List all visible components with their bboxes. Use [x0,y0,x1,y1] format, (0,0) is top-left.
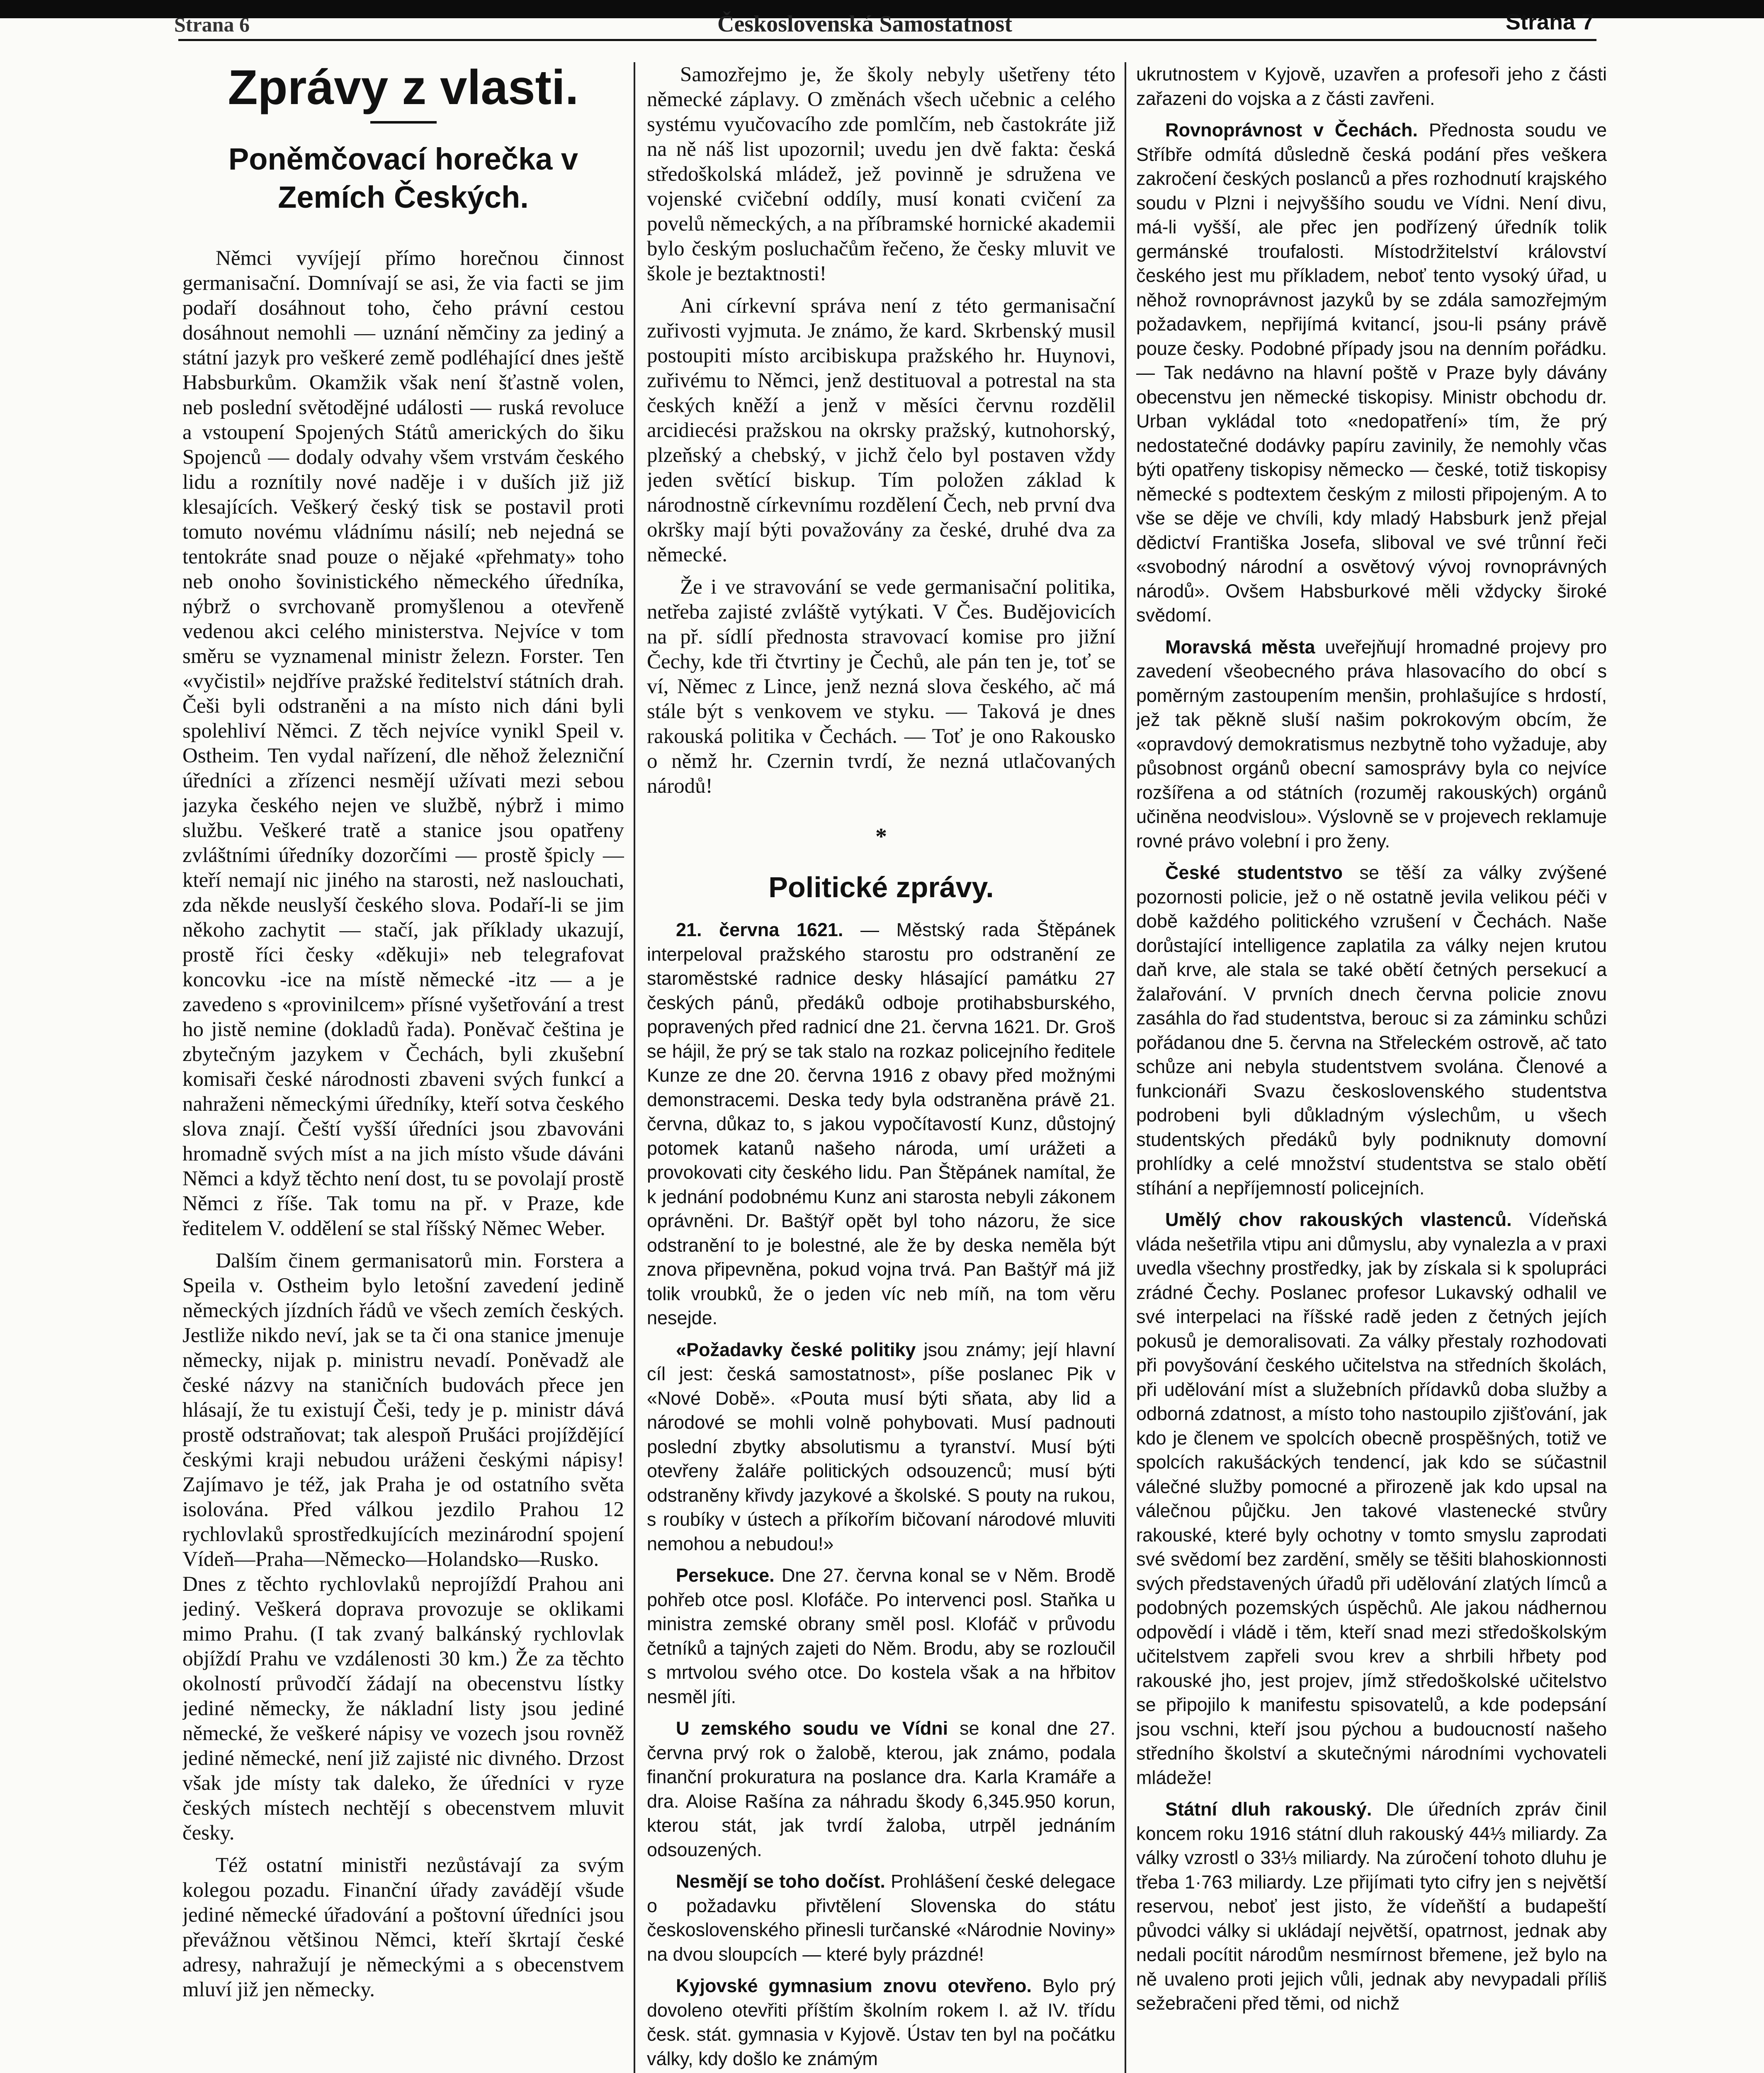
title-rule [370,121,437,124]
article-paragraph: Dalším činem germanisatorů min. Forstera a Speila v. Ostheim bylo letošní zavedení jedině německých jízdních řádů ve všech zemích českých. Jestliže nikdo neví, jak se ta či ona stanice jmenuje německy, nijak p. ministru nevadí. Poněvadž ale české názvy na staničních budovách přece jen hlásají, že tu existují Češi, tedy je p. ministr dává prostě odstraňovat; tak alespoň Prušáci projíždějící českými kraji nebudou uráženi českými nápisy! Zajímavo je též, jak Praha je od ostatního světa isolována. Před válkou jezdilo Prahou 12 rychlovlaků sprostředkujících mezinárodní spojení Vídeň—Praha—Německo—Holandsko—Rusko. Dnes z těchto rychlovlaků neprojíždí Prahou ani jediný. Veškerá doprava provozuje se oklikami mimo Prahu. (I tak zvaný balkánský rychlovlak objíždí Prahu ve vzdálenosti 30 km.) Že za těchto okolností průvodčí žádají na obecenstvu lístky jediné německy, že nákladní listy jsou jediné německé, že veškeré nápisy ve vozech jsou rovněž jediné německé, není již zajisté nic divného. Drzost však jde místy tak daleko, že úředníci v ryze českých místech nechtějí s obecenstvem mluvit česky. [182,1249,624,1845]
news-text: se těší za války zvýšené pozornosti policie, jež o ně ostatně jevila velikou péči v době každého politického vzrušení v Čechách. Naše dorůstající intelligence zaplatila za války nejen krutou daň krve, ale stala se také obětí četných persekucí a žalařování. V prvních dnech června policie znovu zasáhla do řad studentstva, berouc si za záminku schůzi pořádanou dne 5. června na Střeleckém ostrově, ač tato schůze ani nebyla studentstvem svolána. Členové a funkcionáři Svazu československého studentstva podrobeni byli důkladným výslechům, u všech studentských předáků byly podniknuty domovní prohlídky a celé množství studentstva se stalo obětí stíhání a nepříjemností policejních. [1136,862,1607,1199]
news-text: Dle úředních zpráv činil koncem roku 1916 státní dluh rakouský 44⅓ miliardy. Za války vzrostl o 33⅓ miliardy. Na zúročení tohoto dluhu je třeba 1·763 miliardy. Lze přijímati tyto cifry jen s největší reservou, neboť jest jisto, že vídeňští a budapeští původci války si ukládají největší, opatrnost, jednak aby nedali pocítit národům nesmírnost břemene, jež bylo na ně uvaleno proti jejich vůli, jednak aby nevypadali příliš sežebračeni před těmi, od nichž [1136,1799,1607,2014]
column-divider [634,62,635,2073]
column-divider [1125,62,1126,2073]
column-1 [182,62,624,2073]
news-text: se konal dne 27. června prvý rok o žalobě, kterou, jak známo, podala finanční prokuratura na poslance dra. Karla Kramáře a dra. Aloise Rašína za náhradu škody 6,345.950 korun, kterou stát, jak tvrdí žaloba, utrpěl jednáním odsouzených. [647,1718,1115,1860]
news-item [647,1974,1115,2071]
news-lead: 21. června 1621. [676,919,843,940]
news-text: Bylo prý dovoleno otevřiti příštím školním rokem I. až IV. třídu česk. stát. gymnasia v Kyjově. Ústav ten byl na počátku války, kdy došlo ke známým [647,1975,1115,2069]
article-paragraph: Samozřejmo je, že školy nebyly ušetřeny této německé záplavy. O změnách všech učebnic a celého systému vyučovacího zde pomlčím, neb častokráte již na ně náš list upozornil; uvedu jen dvě fakta: česká středoškolská mládež, jež povinně je sdružena ve vojenské cvičební oddíly, musí konati cvičení za povelů německých, a na příbramské hornické akademii bylo českým posluchačům řečeno, že česky mluvit ve škole je beztaktnosti! [647,63,1115,285]
news-lead: Nesmějí se toho dočíst. [676,1871,885,1892]
news-lead: Kyjovské gymnasium znovu otevřeno. [676,1975,1032,1996]
publication-name: Československá Samostatnost [717,11,1012,37]
news-text: jsou známy; její hlavní cíl jest: česká samostatnost», píše poslanec Pik v «Nové Době». «Pouta musí býti sňata, aby lid a národové se mohli volně pohybovati. Musí padnouti poslední zbytky absolutismu a tyranství. Musí býti otevřeny žaláře politických odsouzenců; musí býti odstraněny křivdy jazykové a školské. S pouty na rukou, s roubíky v ústech a příkořím bičovaní národové mluviti nemohou a nebudou!» [647,1339,1115,1554]
news-lead: U zemského soudu ve Vídni [676,1718,948,1739]
column-3 [1136,62,1607,2073]
news-item [1136,62,1607,111]
news-text: Dne 27. června konal se v Něm. Brodě pohřeb otce posl. Klofáče. Po intervenci posl. Staňka u ministra zemské obrany směl posl. Klofáč v průvodu četníků a tajných zajeti do Něm. Brodu, aby se rozloučil s mrtvolou svého otce. Do kostela však a na hřbitov nesměl jíti. [647,1565,1115,1707]
news-lead: Umělý chov rakouských vlastenců. [1165,1209,1512,1230]
news-text: — Městský rada Štěpánek interpeloval pražského starostu pro odstranění ze staroměstské radnice desky hlásající památku 27 českých pánů, předáků odboje protihabsburského, popravených před radnicí dne 21. června 1621. Dr. Groš se hájil, že prý se tak stalo na rozkaz policejního ředitele Kunze ze dne 20. června 1916 z obavy před možnými demonstracemi. Deska tedy byla odstraněna právě 21. června, důkaz to, s jakou vypočítavostí Kunz, důstojný potomek katanů našeho národa, umí urážeti a provokovati city českého lidu. Pan Štěpánek namítal, že k jednání podobnému Kunz ani starosta nebyli zákonem oprávněni. Dr. Baštýř opět byl toho názoru, že sice odstranění to je bolestné, ale že by deska neměla být znova připevněna, pokud vojna trvá. Pan Baštýř má již tolik vroubků, že o jeden víc neb míň, na tom věru nesejde. [647,919,1115,1328]
page-title: Zprávy z vlasti. [228,62,579,115]
news-text: Přednosta soudu ve Stříbře odmítá důsledně česká podání přes veškera zakročení českých poslanců a přes rozhodnutí krajského soudu v Plzni i nejvyššího soudu ve Vídni. Není divu, má-li vyšší, ale přec jen podřízený úředník tolik germánské troufalosti. Místodržitelství království českého jest mu příkladem, neboť tento vysoký úřad, u něhož rovnoprávnost jazyků by se zdála samozřejmým požadavkem, nepřijímá kvitancí, jsou-li psány právě pouze česky. Podobné případy jsou na denním pořádku. — Tak nedávno na hlavní poště v Praze byly dávány obecenstvu jen německé tiskopisy. Ministr obchodu dr. Urban vykládal toto «nedopatření» tím, že prý nedostatečné dodávky papíru zavinily, že nemohly včas býti opatřeny tiskopisy německo — české, totiž tiskopisy německé s podtextem českým z milosti připojeným. A to vše se děje ve chvíli, kdy mladý Habsburk jenž přejal dědictví Františka Josefa, sliboval ve své trůnní řeči «svobodný národní a osvětový vývoj rovnoprávných národů». Ovšem Habsburkové měli vždycky široké svědomí. [1136,119,1607,626]
news-item [647,918,1115,1330]
news-item [1136,1208,1607,1790]
news-text: ukrutnostem v Kyjově, uzavřen a profesoři jeho z části zařazeni do vojska a z části zavřeni. [1136,63,1607,109]
news-text: uveřejňují hromadné projevy pro zavedení všeobecného práva hlasovacího do obcí s poměrným zastoupením menšin, prohlašujíce s hrdostí, jež tak pěkně sluší našim pokrokovým obcím, že «opravdový demokratismus nezbytně toho vyžaduje, aby působnost orgánů obecní samosprávy byla co nejvíce rozšířena a od státních (rozuměj rakouských) orgánů učiněna neodvislou». Výslovně se v projevech reklamuje rovné právo volební i pro ženy. [1136,636,1607,852]
news-text: Vídeňská vláda nešetřila vtipu ani důmyslu, aby vynalezla a v praxi uvedla všechny prostředky, jak by získala si k spolupráci zrádné Čechy. Poslanec profesor Lukavský odhalil ve své interpelaci na říšské radě jeden z četných jejích pokusů je demoralisovati. Za války přestaly rozhodovati při povyšování českého učitelstva na středních školách, při udělování míst a služebních přídavků doba služby a odborná zdatnost, a místo toho nastoupilo zjišťování, jak kdo je členem ve spolcích obecně prospěšných, totiž ve spolcích rakušáckých tendencí, jak kdo se súčastnil válečné služby pomocné a přirozeně jak kdo upsal na válečnou půjčku. Jen takové vlastenecké stvůry rakouské, které byly ochotny v tomto smyslu zaprodati své svědomí bez zardění, směly se těšiti blahoskionnosti svých představených úřadů při udělování zlatých límců a podobných pozemských úspěchů. Ale jakou nádhernou odpovědí i vládě i těm, kteří snad mezi středoškolským učitelstvem zapřeli svou krev a shrbili hřbety pod rakouské jho, jest projev, jímž středoškolské učitelstvo se připojilo k manifestu spisovatelů, a kde podepsání jsou vschni, kteří jsou pýchou a budoucností našeho středního školství a skutečnými národními vychovateli mládeže! [1136,1209,1607,1788]
article-paragraph: Že i ve stravování se vede germanisační politika, netřeba zajisté zvláště vytýkati. V Čes. Budějovicích na př. sídlí přednosta stravovací komise pro jižní Čechy, kde tři čtvrtiny je Čechů, ale pán ten je, toť se ví, Němec z Lince, jenž nezná slova českého, ač má stále být s venkovem ve styku. — Taková je dnes rakouská politika v Čechách. — Toť je ono Rakousko o němž hr. Czernin tvrdí, že nezná utlačovaných národů! [647,575,1115,798]
separator-star: * [875,824,887,850]
news-item [647,1716,1115,1862]
article-paragraph: Němci vyvíjejí přímo horečnou činnost germanisační. Domnívají se asi, že via facti se jim podaří dosáhnout toho, čeho právní cestou dosáhnout nemohli — uznání němčiny za jediný a státní jazyk pro veškeré země podléhající dnes ještě Habsburkům. Okamžik však není šťastně volen, neb poslední světodějné události — ruská revoluce a vstoupení Spojených Států amerických do šiku Spojenců — dodaly odvahy všem vrstvám českého lidu a roznítily nové naděje i v duších již již klesajících. Veškerý český tisk se postavil proti tomuto novému vládnímu násilí; neb nejedná se tentokráte snad pouze o nějaké «přehmaty» toho neb onoho šovinistického německého úředníka, nýbrž o svrchovaně promyšlenou a otevřeně vedenou akci celého ministerstva. Nejvíce v tom směru se vyznamenal ministr železn. Forster. Ten «vyčistil» nejdříve pražské ředitelství státních drah. Češi byli odstraněni a na místo nich dáni byli spolehliví Němci. Z těch nejvíce vynikl Speil v. Ostheim. Ten vydal nařízení, dle něhož železniční úředníci a zřízenci nesmějí užívati mezi sebou jazyka českého nejen ve službě, nýbrž i mimo službu. Veškeré tratě a stanice jsou opatřeny zvláštními úředníky dozorčími — prostě špicly — kteří nemají nic jiného na starosti, než naslouchati, zda někde neuslyší českého slova. Podaří-li se jim někoho zachytit — stačí, jak příklady ukazují, prostě říci česky «děkuji» neb telegrafovat koncovku -ice na místě německé -itz — a je zavedeno s «provinilcem» přísné vyšetřování a trest ho jistě nemine (dokladů řada). Poněvač čeština je zbytečným jazykem v Čechách, byli zkušební komisaři české národnosti zbaveni svých funkcí a nahraženi německými úředníky, kteří sotva českého slova znají. Čeští vyšší úředníci jsou zbavováni hromadně svých míst a na jich místo všude dáváni Němci a když těchto není dost, tu se povolají prostě Němci z říše. Tak tomu na př. v Praze, kde ředitelem V. oddělení se stal říšský Němec Weber. [182,246,624,1240]
header-rule [178,39,1596,41]
news-item [1136,1797,1607,2016]
news-lead: České studentstvo [1165,862,1343,883]
news-item [1136,635,1607,854]
news-item [647,1563,1115,1709]
news-text: Prohlášení české delegace o požadavku přivtělení Slovenska do státu československého přinesli turčanské «Národnie Noviny» na dvou sloupcích — které byly prázdné! [647,1871,1115,1965]
news-item [647,1869,1115,1966]
news-lead: Rovnoprávnost v Čechách. [1165,119,1418,141]
news-lead: «Požadavky české politiky [676,1339,916,1360]
page-number: Strana 7 [1505,10,1594,34]
article-paragraph: Ani církevní správa není z této germanisační zuřivosti vyjmuta. Je známo, že kard. Skrbenský musil postoupiti místo arcibiskupa pražského hr. Huynovi, zuřivému to Němci, jenž destituoval a potrestal na sta českých kněží a jenž v měsíci červnu rozdělil arcidiecési pražskou na okrsky pražský, kutnohorský, plzeňský a chebský, v jichž čelo byl postaven vždy jeden světící biskup. Tím položen základ k národnostně církevnímu rozdělení Čech, neb první dva okršky mají býti považovány za české, druhé dva za německé. [647,294,1115,566]
news-lead: Moravská města [1165,636,1315,658]
news-lead: Státní dluh rakouský. [1165,1799,1372,1820]
politics-title: Politické zprávy. [768,871,994,903]
news-item [1136,118,1607,628]
news-lead: Persekuce. [676,1565,775,1586]
column-2 [647,62,1115,2073]
news-item [1136,861,1607,1200]
news-item [647,1338,1115,1556]
article-paragraph: Též ostatní ministři nezůstávají za svým kolegou pozadu. Finanční úřady zavádějí všude jediné německé úřadování a poštovní úředníci jsou převážnou většinou Němci, kteří škrtají české adresy, nahražují je německými a s obecenstvem mluví již jen německy. [182,1853,624,2001]
section-title: Poněmčovací horečka v Zemích Českých. [228,141,578,215]
left-page-number: Strana 6 [174,13,250,36]
